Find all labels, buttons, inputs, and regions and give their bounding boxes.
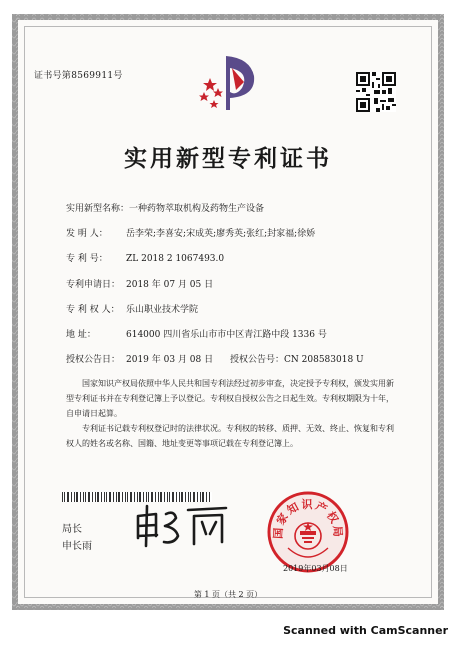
address-row <box>66 327 327 340</box>
certificate-title: 实用新型专利证书 <box>124 145 332 172</box>
address-label: 地 址： <box>66 330 96 340</box>
patent-number-row <box>66 251 224 264</box>
page-indicator: 第 1 页（共 2 页） <box>193 590 263 599</box>
grant-number-value: CN 208583018 U <box>284 355 364 365</box>
patentee-value: 乐山职业技术学院 <box>126 305 199 315</box>
utility-model-name-row <box>66 201 264 214</box>
director-name: 申长雨 <box>62 541 92 552</box>
address-value: 614000 四川省乐山市市中区青江路中段 1336 号 <box>126 330 327 340</box>
grant-date-value: 2019 年 03 月 08 日 <box>126 355 214 365</box>
official-seal-icon <box>266 490 350 574</box>
inventor-row <box>66 226 315 239</box>
qr-code <box>356 72 396 112</box>
filing-date-label: 专利申请日： <box>66 280 121 290</box>
inventor-label: 发 明 人： <box>66 229 108 239</box>
grant-number-label: 授权公告号： <box>230 355 285 365</box>
seal-date: 2019年03月08日 <box>283 564 348 573</box>
certificate-legal-note: 专利证书记载专利权登记时的法律状况。专利权的转移、质押、无效、终止、恢复和专利权人的姓名或名称、国籍、地址变更等事项记载在专利登记簿上。 <box>66 424 394 448</box>
patentee-label: 专 利 权 人： <box>66 305 120 315</box>
grant-date-row <box>66 352 213 365</box>
certificate-number: 证书号第8569911号 <box>34 71 123 81</box>
director-handwritten-signature <box>132 500 232 550</box>
grant-number-row <box>230 352 364 365</box>
patent-number-value: ZL 2018 2 1067493.0 <box>126 254 225 264</box>
director-title: 局长 <box>62 524 82 535</box>
utility-model-name-label: 实用新型名称： <box>66 204 130 214</box>
patentee-row <box>66 302 198 315</box>
certificate-statement: 国家知识产权局依照中华人民共和国专利法经过初步审查，决定授予专利权，颁发实用新型专利证书并在专利登记簿上予以登记。专利权自授权公告之日起生效。专利权期限为十年，自申请日起算。 <box>66 379 394 418</box>
filing-date-row <box>66 277 213 290</box>
utility-model-name-value: 一种药物萃取机构及药物生产设备 <box>129 204 265 214</box>
filing-date-value: 2018 年 07 月 05 日 <box>126 280 214 290</box>
inventor-value: 岳李荣;李喜安;宋成英;廖秀英;张红;封家福;徐娇 <box>126 229 316 239</box>
scanner-watermark: Scanned with CamScanner <box>283 624 448 637</box>
patent-number-label: 专 利 号： <box>66 254 108 264</box>
grant-date-label: 授权公告日： <box>66 355 121 365</box>
patent-office-emblem-icon <box>196 52 262 114</box>
svg-text:国家知识产权局: 国家知识产权局 <box>271 498 345 540</box>
